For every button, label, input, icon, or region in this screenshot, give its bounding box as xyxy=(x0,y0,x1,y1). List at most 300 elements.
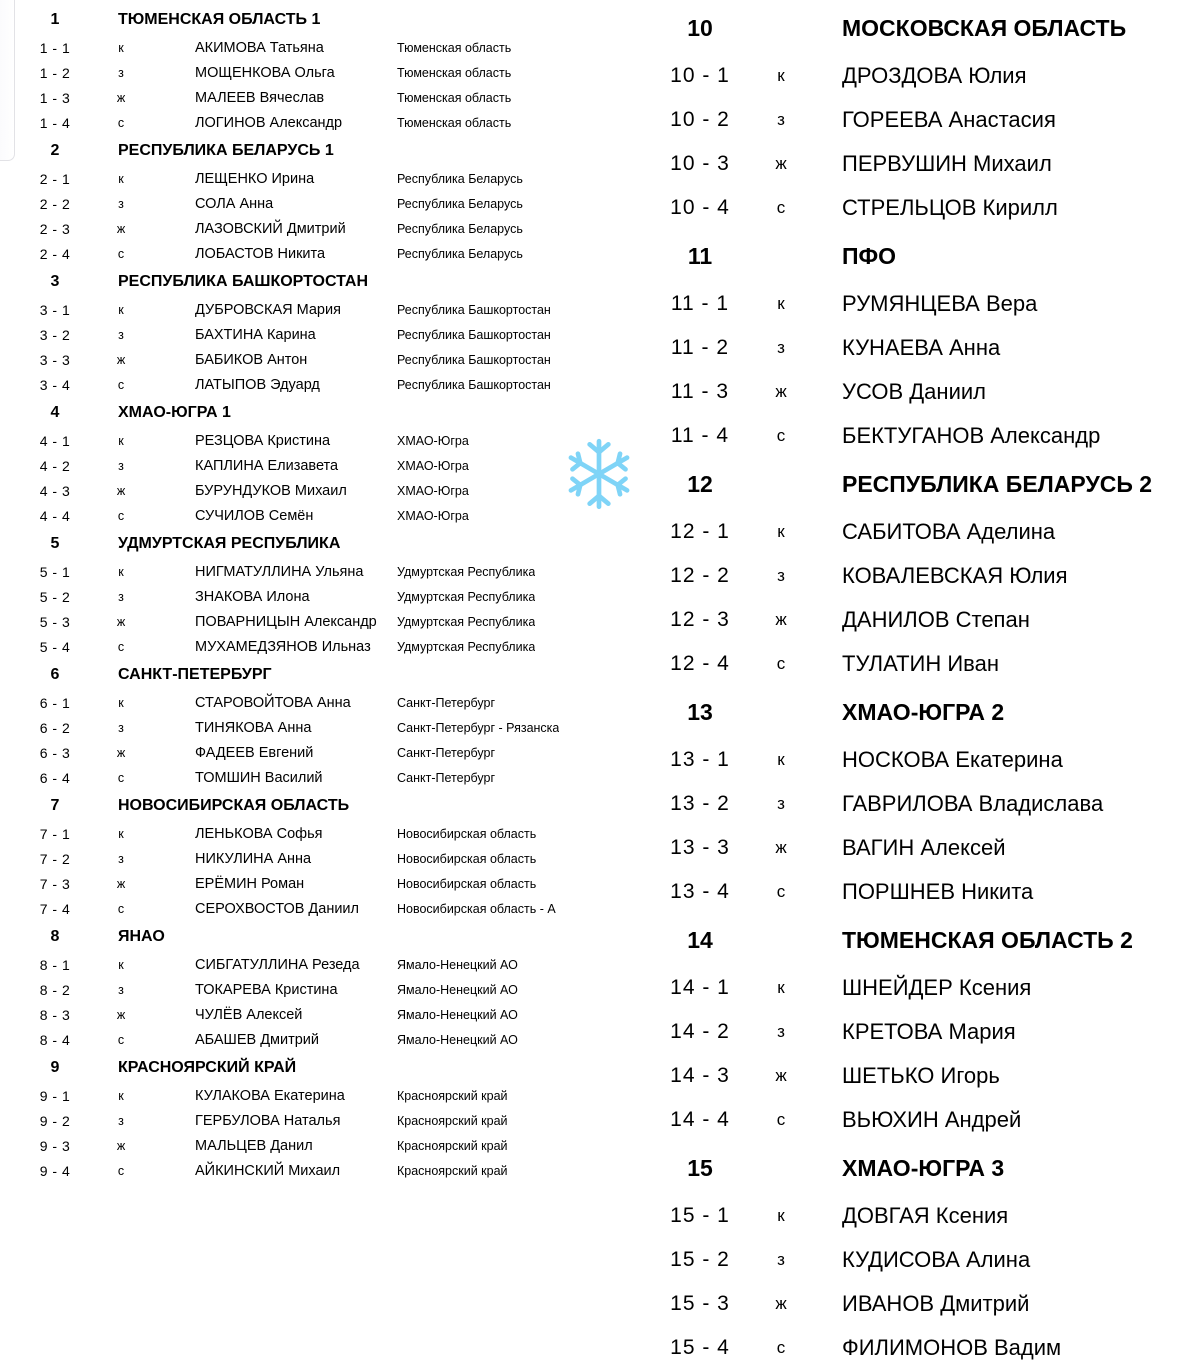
athlete-row xyxy=(640,598,1200,642)
athlete-role: ж xyxy=(116,876,126,891)
athlete-name: МАЛЕЕВ Вячеслав xyxy=(195,89,325,106)
athlete-row xyxy=(0,428,640,453)
athlete-row xyxy=(640,54,1200,98)
team-number: 2 xyxy=(50,141,60,159)
team-header xyxy=(0,4,640,35)
athlete-name: СЕРОХВОСТОВ Даниил xyxy=(195,900,359,917)
athlete-bib: 11 - 4 xyxy=(670,424,730,447)
athlete-region: Республика Беларусь xyxy=(397,221,523,236)
athlete-name: БАХТИНА Карина xyxy=(195,326,316,343)
athlete-role: к xyxy=(777,750,785,769)
page-corner-artifact xyxy=(0,0,15,161)
athlete-row xyxy=(0,1133,640,1158)
team-header xyxy=(0,135,640,166)
team-block xyxy=(0,4,640,135)
athlete-name: ГАВРИЛОВА Владислава xyxy=(842,791,1104,816)
athlete-bib: 1 - 2 xyxy=(39,64,71,81)
athlete-role: з xyxy=(777,110,785,129)
athlete-bib: 15 - 2 xyxy=(670,1248,730,1271)
athlete-role: з xyxy=(118,851,124,866)
athlete-region: Ямало-Ненецкий АО xyxy=(397,982,518,997)
athlete-name: ШНЕЙДЕР Ксения xyxy=(842,975,1032,1000)
team-number: 5 xyxy=(50,534,60,552)
athlete-role: к xyxy=(118,40,124,55)
team-name: УДМУРТСКАЯ РЕСПУБЛИКА xyxy=(118,534,341,552)
athlete-name: ПЕРВУШИН Михаил xyxy=(842,151,1052,176)
athlete-name: РУМЯНЦЕВА Вера xyxy=(842,291,1038,316)
athlete-role: к xyxy=(118,171,124,186)
athlete-name: ТОКАРЕВА Кристина xyxy=(195,981,338,998)
athlete-role: ж xyxy=(116,483,126,498)
athlete-region: Санкт-Петербург xyxy=(397,695,496,710)
athlete-name: НОСКОВА Екатерина xyxy=(842,747,1063,772)
athlete-region: Ямало-Ненецкий АО xyxy=(397,1032,518,1047)
athlete-name: ЧУЛЁВ Алексей xyxy=(195,1006,303,1023)
athlete-name: ДУБРОВСКАЯ Мария xyxy=(195,301,341,318)
athlete-role: с xyxy=(776,198,786,217)
athlete-bib: 13 - 2 xyxy=(670,792,730,815)
athlete-name: МУХАМЕДЗЯНОВ Ильназ xyxy=(195,638,371,655)
athlete-role: с xyxy=(117,901,125,916)
athlete-role: ж xyxy=(116,1138,126,1153)
team-block xyxy=(0,135,640,266)
athlete-name: АБАШЕВ Дмитрий xyxy=(195,1031,319,1048)
athlete-bib: 5 - 3 xyxy=(39,613,71,630)
athlete-row xyxy=(0,584,640,609)
athlete-row xyxy=(0,690,640,715)
team-block xyxy=(0,397,640,528)
team-number: 3 xyxy=(50,272,60,290)
athlete-name: ТОМШИН Василий xyxy=(195,769,323,786)
athlete-region: Республика Беларусь xyxy=(397,171,523,186)
team-block xyxy=(640,1142,1200,1370)
athlete-name: СТРЕЛЬЦОВ Кирилл xyxy=(842,195,1058,220)
team-block xyxy=(640,2,1200,230)
athlete-name: ЕРЁМИН Роман xyxy=(195,875,305,892)
team-name: ТЮМЕНСКАЯ ОБЛАСТЬ 1 xyxy=(118,10,321,28)
athlete-name: ЛОБАСТОВ Никита xyxy=(195,245,326,262)
athlete-role: с xyxy=(117,770,125,785)
athlete-region: ХМАО-Югра xyxy=(397,433,469,448)
athlete-row xyxy=(0,634,640,659)
athlete-role: с xyxy=(117,1163,125,1178)
athlete-bib: 7 - 3 xyxy=(39,875,71,892)
athlete-row xyxy=(640,782,1200,826)
athlete-region: Санкт-Петербург xyxy=(397,770,496,785)
athlete-bib: 3 - 4 xyxy=(39,376,71,393)
athlete-row xyxy=(0,896,640,921)
team-name: НОВОСИБИРСКАЯ ОБЛАСТЬ xyxy=(118,796,350,814)
athlete-name: НИКУЛИНА Анна xyxy=(195,850,312,867)
athlete-row xyxy=(640,738,1200,782)
athlete-row xyxy=(0,977,640,1002)
athlete-region: Тюменская область xyxy=(397,115,512,130)
athlete-name: РЕЗЦОВА Кристина xyxy=(195,432,331,449)
team-header xyxy=(0,528,640,559)
athlete-role: с xyxy=(117,639,125,654)
team-block xyxy=(0,1052,640,1183)
athlete-bib: 2 - 3 xyxy=(39,220,71,237)
athlete-row xyxy=(0,35,640,60)
athlete-row xyxy=(640,1010,1200,1054)
team-header xyxy=(0,397,640,428)
athlete-role: с xyxy=(776,1338,786,1357)
athlete-bib: 12 - 2 xyxy=(670,564,730,587)
athlete-name: СТАРОВОЙТОВА Анна xyxy=(195,694,351,711)
athlete-row xyxy=(0,166,640,191)
athlete-row xyxy=(0,740,640,765)
athlete-name: ДРОЗДОВА Юлия xyxy=(842,63,1027,88)
athlete-role: з xyxy=(118,196,124,211)
athlete-row xyxy=(640,510,1200,554)
athlete-bib: 1 - 3 xyxy=(39,89,71,106)
team-header xyxy=(640,230,1200,282)
team-block xyxy=(640,914,1200,1142)
athlete-region: Ямало-Ненецкий АО xyxy=(397,1007,518,1022)
athlete-role: з xyxy=(118,1113,124,1128)
athlete-row xyxy=(0,478,640,503)
athlete-row xyxy=(0,1027,640,1052)
athlete-name: УСОВ Даниил xyxy=(842,379,986,404)
athlete-bib: 9 - 2 xyxy=(39,1112,71,1129)
team-name: ХМАО-ЮГРА 1 xyxy=(118,403,231,421)
athlete-bib: 7 - 4 xyxy=(39,900,71,917)
athlete-row xyxy=(640,966,1200,1010)
athlete-role: ж xyxy=(116,352,126,367)
athlete-region: Санкт-Петербург xyxy=(397,745,496,760)
athlete-row xyxy=(640,98,1200,142)
athlete-region: Республика Беларусь xyxy=(397,246,523,261)
athlete-row xyxy=(640,1054,1200,1098)
athlete-bib: 9 - 4 xyxy=(39,1162,71,1179)
athlete-bib: 6 - 2 xyxy=(39,719,71,736)
athlete-bib: 11 - 3 xyxy=(670,380,730,403)
team-name: КРАСНОЯРСКИЙ КРАЙ xyxy=(118,1058,297,1076)
athlete-row xyxy=(640,326,1200,370)
team-header xyxy=(640,686,1200,738)
athlete-name: ПОВАРНИЦЫН Александр xyxy=(195,613,377,630)
athlete-bib: 15 - 3 xyxy=(670,1292,730,1315)
athlete-row xyxy=(0,715,640,740)
team-block xyxy=(640,458,1200,686)
athlete-role: з xyxy=(777,1250,785,1269)
athlete-bib: 2 - 4 xyxy=(39,245,71,262)
athlete-region: ХМАО-Югра xyxy=(397,483,469,498)
athlete-row xyxy=(0,297,640,322)
athlete-region: Удмуртская Республика xyxy=(397,614,536,629)
athlete-name: ЛЕЩЕНКО Ирина xyxy=(195,170,315,187)
athlete-row xyxy=(640,1326,1200,1370)
athlete-name: ВАГИН Алексей xyxy=(842,835,1006,860)
athlete-role: ж xyxy=(775,1066,787,1085)
athlete-name: БЕКТУГАНОВ Александр xyxy=(842,423,1101,448)
athlete-bib: 2 - 2 xyxy=(39,195,71,212)
athlete-region: Новосибирская область xyxy=(397,876,537,891)
athlete-row xyxy=(0,1158,640,1183)
athlete-bib: 10 - 2 xyxy=(670,108,730,131)
athlete-bib: 12 - 1 xyxy=(670,520,730,543)
athlete-role: с xyxy=(117,1032,125,1047)
athlete-bib: 3 - 2 xyxy=(39,326,71,343)
athlete-role: з xyxy=(118,982,124,997)
athlete-bib: 4 - 2 xyxy=(39,457,71,474)
athlete-role: з xyxy=(118,65,124,80)
team-block xyxy=(640,686,1200,914)
athlete-bib: 14 - 4 xyxy=(670,1108,730,1131)
athlete-name: ИВАНОВ Дмитрий xyxy=(842,1291,1030,1316)
athlete-role: ж xyxy=(775,838,787,857)
team-header xyxy=(0,1052,640,1083)
team-number: 10 xyxy=(687,14,713,41)
team-header xyxy=(0,266,640,297)
athlete-region: Удмуртская Республика xyxy=(397,639,536,654)
athlete-row xyxy=(640,142,1200,186)
athlete-name: САБИТОВА Аделина xyxy=(842,519,1056,544)
athlete-row xyxy=(640,1282,1200,1326)
athlete-row xyxy=(0,241,640,266)
athlete-bib: 1 - 4 xyxy=(39,114,71,131)
athlete-bib: 10 - 1 xyxy=(670,64,730,87)
team-name: ПФО xyxy=(842,242,897,269)
athlete-name: КОВАЛЕВСКАЯ Юлия xyxy=(842,563,1068,588)
athlete-name: СУЧИЛОВ Семён xyxy=(195,507,314,524)
athlete-row xyxy=(0,559,640,584)
athlete-bib: 15 - 1 xyxy=(670,1204,730,1227)
athlete-row xyxy=(640,870,1200,914)
team-number: 11 xyxy=(687,242,713,269)
athlete-role: с xyxy=(117,115,125,130)
athlete-role: ж xyxy=(116,221,126,236)
athlete-name: ЛАТЫПОВ Эдуард xyxy=(195,376,320,393)
athlete-bib: 8 - 3 xyxy=(39,1006,71,1023)
athlete-name: ТИНЯКОВА Анна xyxy=(195,719,312,736)
athlete-role: к xyxy=(118,826,124,841)
athlete-row xyxy=(0,216,640,241)
athlete-row xyxy=(0,372,640,397)
athlete-bib: 5 - 1 xyxy=(39,563,71,580)
teams-column-left xyxy=(0,0,640,1200)
athlete-name: СОЛА Анна xyxy=(195,195,274,212)
athlete-name: КУЛАКОВА Екатерина xyxy=(195,1087,345,1104)
athlete-name: СИБГАТУЛЛИНА Резеда xyxy=(195,956,360,973)
athlete-row xyxy=(640,1238,1200,1282)
athlete-role: з xyxy=(118,458,124,473)
athlete-role: к xyxy=(777,978,785,997)
athlete-bib: 3 - 3 xyxy=(39,351,71,368)
athlete-row xyxy=(640,1194,1200,1238)
athlete-bib: 9 - 1 xyxy=(39,1087,71,1104)
team-name: ХМАО-ЮГРА 3 xyxy=(842,1154,1005,1181)
athlete-row xyxy=(640,1098,1200,1142)
team-header xyxy=(640,458,1200,510)
athlete-row xyxy=(0,1002,640,1027)
team-header xyxy=(0,790,640,821)
athlete-region: ХМАО-Югра xyxy=(397,508,469,523)
team-block xyxy=(0,921,640,1052)
athlete-bib: 8 - 4 xyxy=(39,1031,71,1048)
athlete-name: ЗНАКОВА Илона xyxy=(195,588,310,605)
athlete-row xyxy=(640,414,1200,458)
athlete-row xyxy=(640,282,1200,326)
athlete-bib: 13 - 3 xyxy=(670,836,730,859)
athlete-bib: 14 - 1 xyxy=(670,976,730,999)
team-name: ХМАО-ЮГРА 2 xyxy=(842,698,1005,725)
athlete-bib: 3 - 1 xyxy=(39,301,71,318)
athlete-role: ж xyxy=(116,614,126,629)
athlete-role: ж xyxy=(775,1294,787,1313)
athlete-role: с xyxy=(776,426,786,445)
athlete-region: Красноярский край xyxy=(397,1163,508,1178)
athlete-row xyxy=(0,871,640,896)
athlete-bib: 12 - 3 xyxy=(670,608,730,631)
athlete-bib: 12 - 4 xyxy=(670,652,730,675)
athlete-bib: 6 - 1 xyxy=(39,694,71,711)
team-name: ТЮМЕНСКАЯ ОБЛАСТЬ 2 xyxy=(842,926,1133,953)
team-header xyxy=(640,914,1200,966)
athlete-bib: 10 - 3 xyxy=(670,152,730,175)
athlete-name: АКИМОВА Татьяна xyxy=(195,39,324,56)
athlete-role: к xyxy=(118,957,124,972)
athlete-name: ГОРЕЕВА Анастасия xyxy=(842,107,1056,132)
athlete-bib: 9 - 3 xyxy=(39,1137,71,1154)
athlete-bib: 4 - 4 xyxy=(39,507,71,524)
athlete-role: з xyxy=(118,589,124,604)
athlete-region: Тюменская область xyxy=(397,40,512,55)
athlete-role: к xyxy=(777,522,785,541)
athlete-role: к xyxy=(118,695,124,710)
athlete-role: к xyxy=(777,1206,785,1225)
athlete-row xyxy=(0,453,640,478)
athlete-row xyxy=(0,821,640,846)
athlete-bib: 1 - 1 xyxy=(39,39,71,56)
athlete-role: з xyxy=(777,338,785,357)
athlete-role: с xyxy=(117,508,125,523)
athlete-role: ж xyxy=(775,610,787,629)
athlete-bib: 8 - 2 xyxy=(39,981,71,998)
athlete-region: Новосибирская область xyxy=(397,851,537,866)
athlete-region: Санкт-Петербург - Рязанска xyxy=(397,720,560,735)
athlete-role: з xyxy=(777,794,785,813)
athlete-bib: 6 - 4 xyxy=(39,769,71,786)
athlete-region: Республика Башкортостан xyxy=(397,352,551,367)
team-name: ЯНАО xyxy=(118,927,165,945)
athlete-row xyxy=(0,1108,640,1133)
team-header xyxy=(640,1142,1200,1194)
athlete-name: КУНАЕВА Анна xyxy=(842,335,1001,360)
team-block xyxy=(0,528,640,659)
athlete-role: к xyxy=(777,294,785,313)
team-number: 15 xyxy=(687,1154,713,1181)
athlete-role: к xyxy=(118,433,124,448)
athlete-name: ЛАЗОВСКИЙ Дмитрий xyxy=(195,220,346,237)
athlete-region: Тюменская область xyxy=(397,65,512,80)
athlete-row xyxy=(640,826,1200,870)
athlete-role: ж xyxy=(116,745,126,760)
athlete-region: Тюменская область xyxy=(397,90,512,105)
athlete-region: ХМАО-Югра xyxy=(397,458,469,473)
athlete-row xyxy=(0,765,640,790)
athlete-role: к xyxy=(118,302,124,317)
athlete-name: БУРУНДУКОВ Михаил xyxy=(195,482,347,499)
athlete-role: с xyxy=(776,1110,786,1129)
athlete-role: з xyxy=(777,566,785,585)
athlete-region: Красноярский край xyxy=(397,1138,508,1153)
athlete-bib: 10 - 4 xyxy=(670,196,730,219)
athlete-row xyxy=(0,503,640,528)
team-block xyxy=(0,266,640,397)
athlete-name: ТУЛАТИН Иван xyxy=(842,651,999,676)
athlete-bib: 5 - 4 xyxy=(39,638,71,655)
athlete-name: КУДИСОВА Алина xyxy=(842,1247,1031,1272)
athlete-role: ж xyxy=(775,154,787,173)
athlete-role: с xyxy=(776,654,786,673)
athlete-role: ж xyxy=(116,1007,126,1022)
team-header xyxy=(640,2,1200,54)
team-name: МОСКОВСКАЯ ОБЛАСТЬ xyxy=(842,14,1127,41)
athlete-name: ДОВГАЯ Ксения xyxy=(842,1203,1009,1228)
athlete-role: з xyxy=(118,720,124,735)
team-number: 14 xyxy=(687,926,713,953)
athlete-row xyxy=(640,370,1200,414)
athlete-bib: 5 - 2 xyxy=(39,588,71,605)
athlete-region: Республика Башкортостан xyxy=(397,377,551,392)
team-number: 7 xyxy=(50,796,60,814)
athlete-name: ЛЕНЬКОВА Софья xyxy=(195,825,323,842)
athlete-row xyxy=(0,60,640,85)
athlete-row xyxy=(0,85,640,110)
teams-column-right xyxy=(640,0,1200,1360)
athlete-name: АЙКИНСКИЙ Михаил xyxy=(195,1162,341,1179)
team-number: 8 xyxy=(50,927,60,945)
athlete-bib: 2 - 1 xyxy=(39,170,71,187)
athlete-bib: 14 - 2 xyxy=(670,1020,730,1043)
athlete-name: МОЩЕНКОВА Ольга xyxy=(195,64,335,81)
team-block xyxy=(0,790,640,921)
athlete-name: ФАДЕЕВ Евгений xyxy=(195,744,314,761)
athlete-region: Республика Башкортостан xyxy=(397,327,551,342)
athlete-name: ГЕРБУЛОВА Наталья xyxy=(195,1112,341,1129)
team-name: РЕСПУБЛИКА БЕЛАРУСЬ 2 xyxy=(842,470,1153,497)
team-block xyxy=(640,230,1200,458)
athlete-role: з xyxy=(777,1022,785,1041)
athlete-role: ж xyxy=(775,382,787,401)
athlete-region: Ямало-Ненецкий АО xyxy=(397,957,518,972)
athlete-row xyxy=(0,110,640,135)
athlete-row xyxy=(0,609,640,634)
team-number: 9 xyxy=(50,1058,60,1076)
athlete-name: ЛОГИНОВ Александр xyxy=(195,114,343,131)
team-number: 1 xyxy=(50,10,60,28)
athlete-name: КРЕТОВА Мария xyxy=(842,1019,1016,1044)
athlete-name: БАБИКОВ Антон xyxy=(195,351,308,368)
athlete-role: з xyxy=(118,327,124,342)
athlete-region: Республика Беларусь xyxy=(397,196,523,211)
athlete-bib: 4 - 1 xyxy=(39,432,71,449)
athlete-name: ДАНИЛОВ Степан xyxy=(842,607,1030,632)
athlete-region: Республика Башкортостан xyxy=(397,302,551,317)
athlete-row xyxy=(0,1083,640,1108)
athlete-row xyxy=(0,191,640,216)
athlete-name: КАПЛИНА Елизавета xyxy=(195,457,339,474)
team-number: 6 xyxy=(50,665,60,683)
athlete-bib: 6 - 3 xyxy=(39,744,71,761)
athlete-row xyxy=(0,322,640,347)
athlete-row xyxy=(640,186,1200,230)
team-number: 12 xyxy=(687,470,713,497)
athlete-role: к xyxy=(777,66,785,85)
athlete-role: ж xyxy=(116,90,126,105)
athlete-role: с xyxy=(117,246,125,261)
